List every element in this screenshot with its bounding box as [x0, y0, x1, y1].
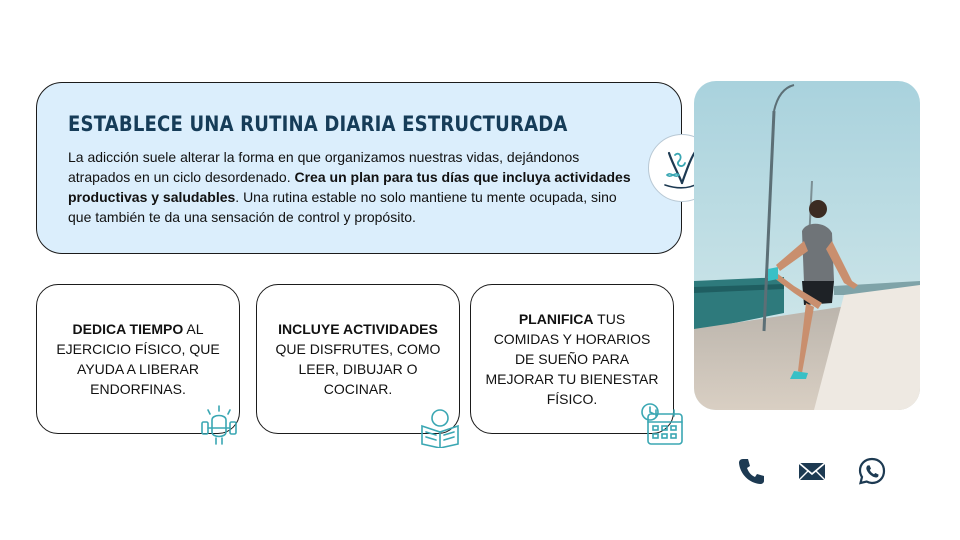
intro-text-bold: Crea un plan para tus días que incluya actividades productivas y saludables [68, 169, 631, 205]
page-title: ESTABLECE UNA RUTINA DIARIA ESTRUCTURADA [68, 112, 568, 136]
tip-text [51, 319, 225, 399]
intro-paragraph [68, 147, 643, 227]
runner-photo [694, 81, 920, 410]
tip-rest: AL EJERCICIO FÍSICO, QUE AYUDA A LIBERAR ENDORFINAS. [56, 321, 220, 397]
fitness-icon [198, 404, 242, 446]
intro-text-1: La adicción suele alterar la forma en que organizamos nuestras vidas, dejándonos atrapados en un ciclo desordenado. [68, 149, 580, 185]
tip-bold: DEDICA TIEMPO [72, 321, 184, 337]
mail-icon[interactable] [797, 456, 827, 486]
calendar-clock-icon [640, 402, 686, 448]
tip-text [485, 309, 659, 409]
tip-text [271, 319, 445, 399]
reading-icon [418, 406, 462, 448]
intro-text-2: . Una rutina estable no solo mantiene tu mente ocupada, sino que también te da una sensación de control y propósito. [68, 189, 617, 225]
tip-rest: TUS COMIDAS Y HORARIOS DE SUEÑO PARA MEJORAR TU BIENESTAR FÍSICO. [485, 311, 659, 407]
whatsapp-icon[interactable] [857, 456, 887, 486]
tip-bold: INCLUYE ACTIVIDADES [278, 321, 438, 337]
tip-rest: QUE DISFRUTES, COMO LEER, DIBUJAR O COCINAR. [275, 341, 441, 397]
tip-bold: PLANIFICA [518, 311, 594, 327]
runner-stretching-image [694, 81, 920, 410]
phone-icon[interactable] [737, 456, 767, 486]
